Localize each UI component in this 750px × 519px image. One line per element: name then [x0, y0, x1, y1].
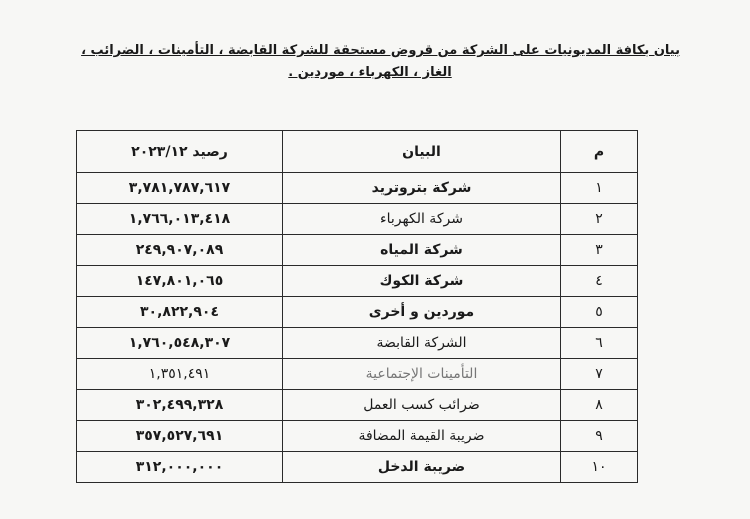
table-row — [77, 452, 638, 483]
debts-table — [76, 130, 638, 483]
row-description: ضرائب كسب العمل — [283, 390, 561, 421]
row-description: ضريبة القيمة المضافة — [283, 421, 561, 452]
row-balance: ١,٧٦٠,٥٤٨,٣٠٧ — [77, 328, 283, 359]
row-number: ٩ — [561, 421, 638, 452]
row-number: ٦ — [561, 328, 638, 359]
row-balance: ١٤٧,٨٠١,٠٦٥ — [77, 266, 283, 297]
row-description: شركة الكوك — [283, 266, 561, 297]
title-line-2: الغاز ، الكهرباء ، موردين . — [288, 65, 452, 80]
row-number: ٨ — [561, 390, 638, 421]
table-row — [77, 390, 638, 421]
row-balance: ٣٠٢,٤٩٩,٣٢٨ — [77, 390, 283, 421]
row-balance: ١,٣٥١,٤٩١ — [77, 359, 283, 390]
row-description: التأمينات الإجتماعية — [283, 359, 561, 390]
row-description: الشركة القابضة — [283, 328, 561, 359]
row-balance: ٢٤٩,٩٠٧,٠٨٩ — [77, 235, 283, 266]
row-number: ٢ — [561, 204, 638, 235]
header-description: البيان — [283, 131, 561, 173]
row-number: ٤ — [561, 266, 638, 297]
row-number: ١ — [561, 173, 638, 204]
row-number: ٥ — [561, 297, 638, 328]
header-balance: رصيد ٢٠٢٣/١٢ — [77, 131, 283, 173]
row-balance: ٣٠,٨٢٢,٩٠٤ — [77, 297, 283, 328]
table-header-row — [77, 131, 638, 173]
table-row — [77, 297, 638, 328]
row-description: شركة المياه — [283, 235, 561, 266]
document-title — [60, 40, 680, 84]
row-number: ٣ — [561, 235, 638, 266]
row-balance: ٣١٢,٠٠٠,٠٠٠ — [77, 452, 283, 483]
row-description: شركة بتروتريد — [283, 173, 561, 204]
table-row — [77, 328, 638, 359]
row-number: ٧ — [561, 359, 638, 390]
row-balance: ١,٧٦٦,٠١٣,٤١٨ — [77, 204, 283, 235]
table-row — [77, 235, 638, 266]
table-row — [77, 421, 638, 452]
row-balance: ٣٥٧,٥٢٧,٦٩١ — [77, 421, 283, 452]
table-row — [77, 173, 638, 204]
row-balance: ٣,٧٨١,٧٨٧,٦١٧ — [77, 173, 283, 204]
table-row — [77, 359, 638, 390]
table-row — [77, 266, 638, 297]
header-number: م — [561, 131, 638, 173]
row-description: موردين و أخرى — [283, 297, 561, 328]
row-description: ضريبة الدخل — [283, 452, 561, 483]
row-number: ١٠ — [561, 452, 638, 483]
table-row — [77, 204, 638, 235]
row-description: شركة الكهرباء — [283, 204, 561, 235]
title-line-1: بيان بكافة المديونيات على الشركة من قروض مستحقة للشركة القابضة ، التأمينات ، الضرائب ، — [81, 43, 680, 58]
